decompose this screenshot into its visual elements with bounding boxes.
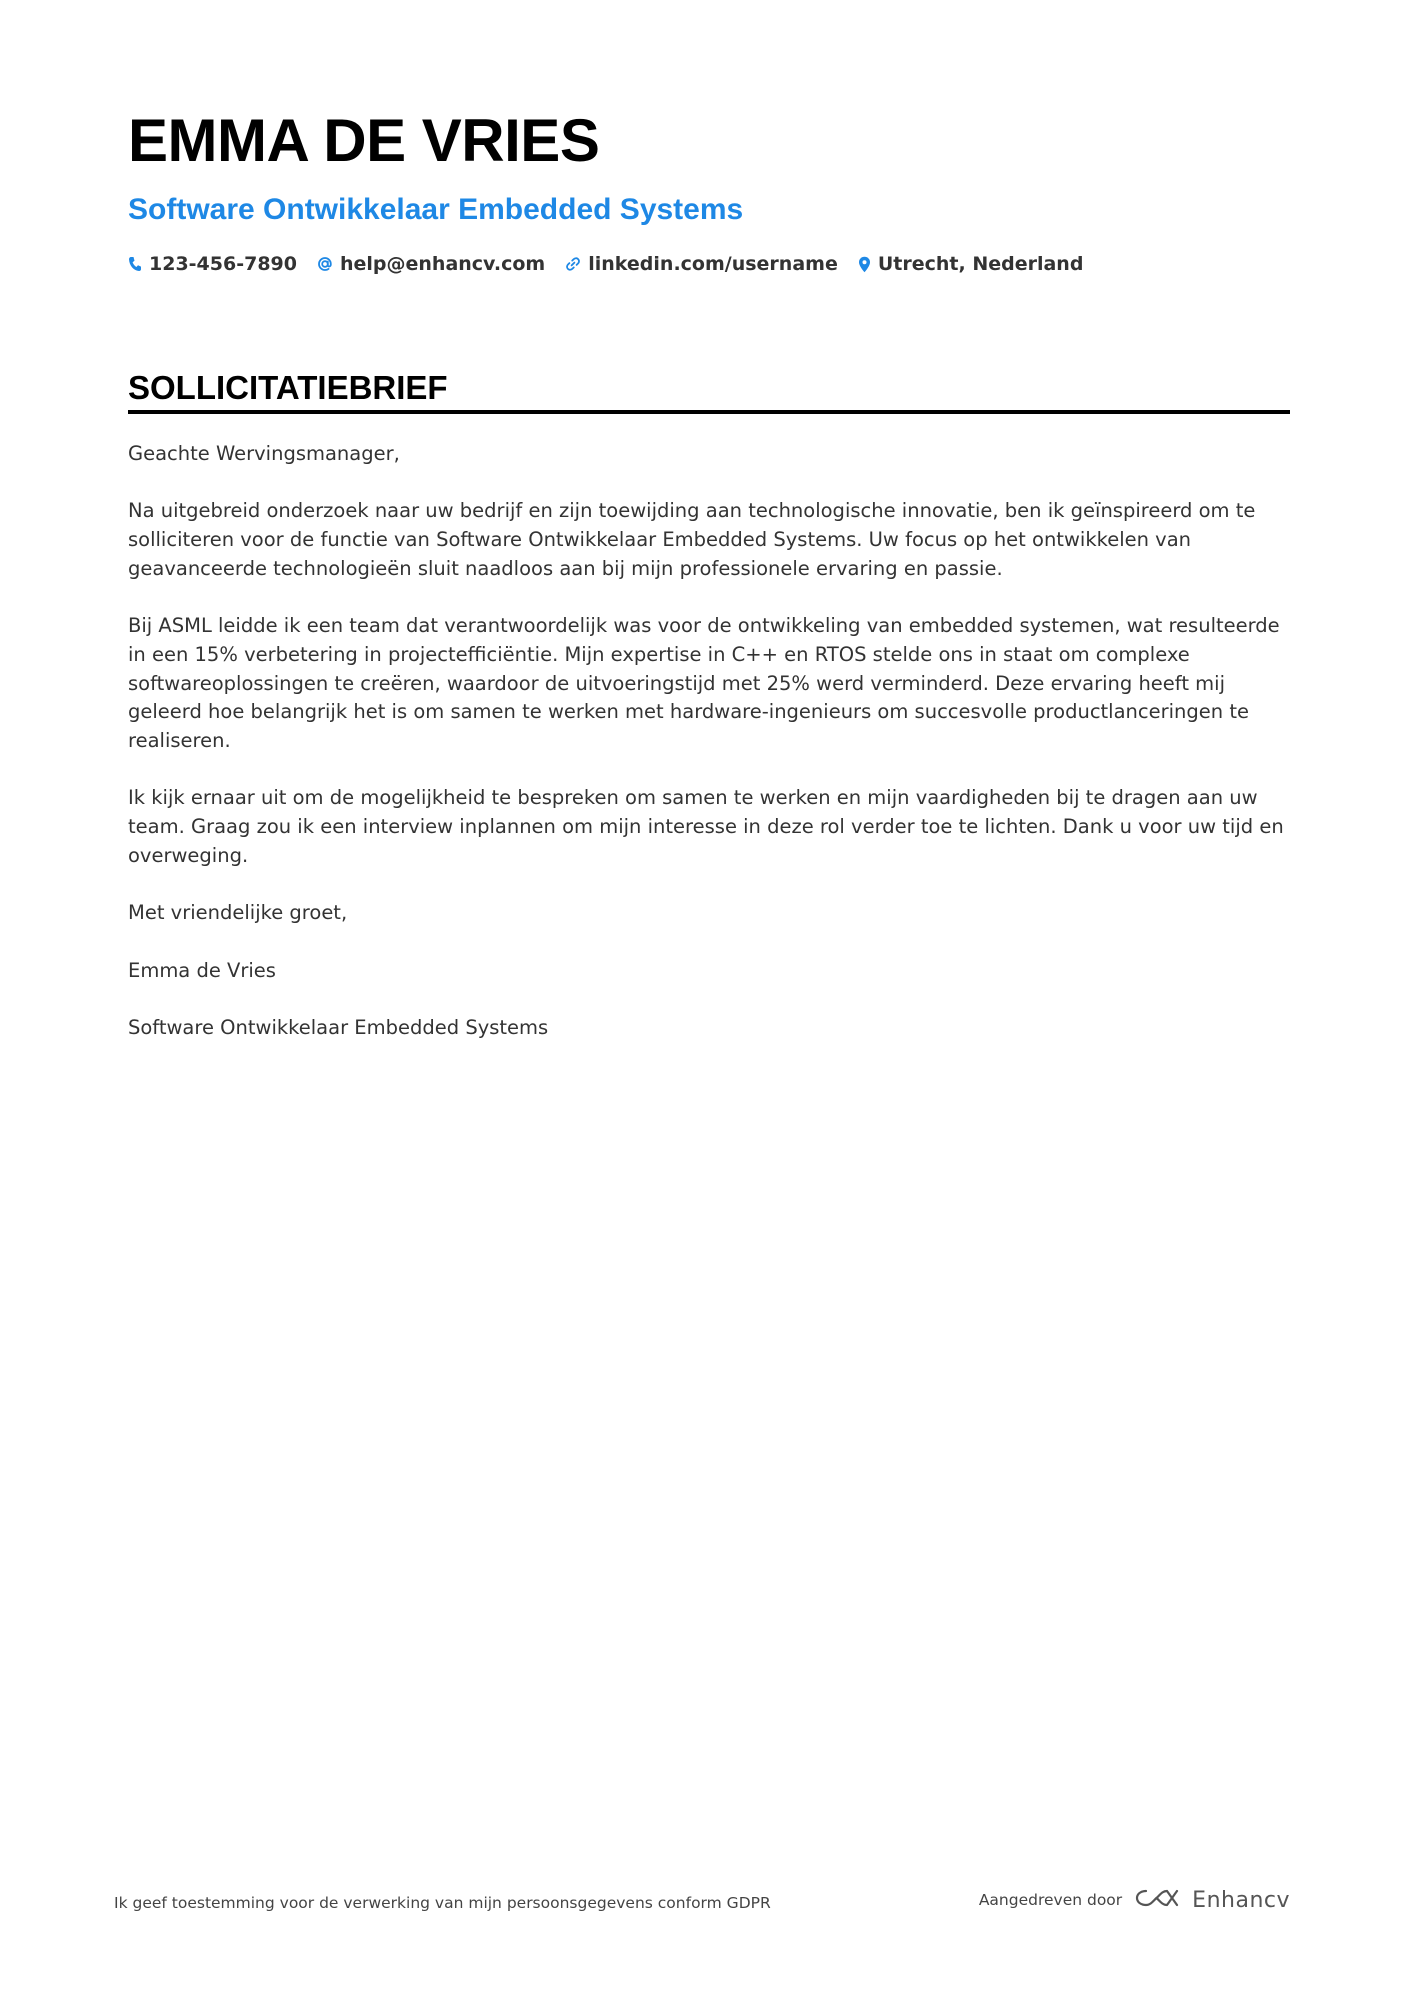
letter-paragraph: Ik kijk ernaar uit om de mogelijkheid te bespreken om samen te werken en mijn vaardigheden bij te dragen aan uw team. Graag zou ik een interview inplannen om mijn interesse in deze rol verder toe te lichten. Dank u voor uw tijd en overweging.: [128, 786, 1284, 867]
salutation: Geachte Wervingsmanager,: [128, 442, 400, 465]
location-text: Utrecht, Nederland: [877, 253, 1084, 275]
at-icon: [317, 256, 333, 272]
letter-paragraph: Bij ASML leidde ik een team dat verantwoordelijk was voor de ontwikkeling van embedded systemen, wat resulteerde in een 15% verbetering in projectefficiëntie. Mijn expertise in C++ en RTOS stelde ons in staat om complexe softwareoplossingen te creëren, waardoor de uitvoeringstijd met 25% werd verminderd. Deze ervaring heeft mij geleerd hoe belangrijk het is om samen te werken met hardware-ingenieurs om succesvolle productlanceringen te realiseren.: [128, 614, 1280, 752]
signature-title: Software Ontwikkelaar Embedded Systems: [128, 1015, 549, 1039]
section-title: SOLLICITATIEBRIEF: [128, 369, 448, 406]
contact-bar: [128, 253, 1083, 275]
linkedin-url[interactable]: linkedin.com/username: [588, 253, 838, 275]
email-address[interactable]: help@enhancv.com: [339, 253, 546, 275]
brand-name[interactable]: Enhancv: [1192, 1887, 1290, 1913]
job-title: Software Ontwikkelaar Embedded Systems: [128, 193, 744, 226]
candidate-name: EMMA DE VRIES: [128, 107, 600, 174]
powered-by-label: Aangedreven door: [978, 1891, 1123, 1909]
signature-name: Emma de Vries: [128, 958, 276, 982]
gdpr-consent-text: Ik geef toestemming voor de verwerking van mijn persoonsgegevens conform GDPR: [114, 1894, 771, 1912]
contact-phone: [128, 253, 297, 275]
contact-linkedin: [565, 253, 838, 275]
letter-body: [128, 440, 1288, 1071]
phone-number[interactable]: 123-456-7890: [149, 253, 297, 275]
letter-paragraph: Na uitgebreid onderzoek naar uw bedrijf en zijn toewijding aan technologische innovatie, ben ik geïnspireerd om te solliciteren voor de functie van Software Ontwikkelaar Embedded Systems. Uw focus op het ontwikkelen van geavanceerde technologieën sluit naadloos aan bij mijn professionele ervaring en passie.: [128, 499, 1256, 580]
location-pin-icon: [858, 256, 871, 273]
enhancv-logo-icon: [1134, 1886, 1180, 1914]
contact-location: [858, 253, 1084, 275]
contact-email: [317, 253, 545, 275]
closing: Met vriendelijke groet,: [128, 901, 348, 925]
footer-branding: [979, 1886, 1290, 1914]
phone-icon: [128, 256, 142, 272]
section-divider: [128, 410, 1290, 414]
link-icon: [565, 256, 581, 272]
